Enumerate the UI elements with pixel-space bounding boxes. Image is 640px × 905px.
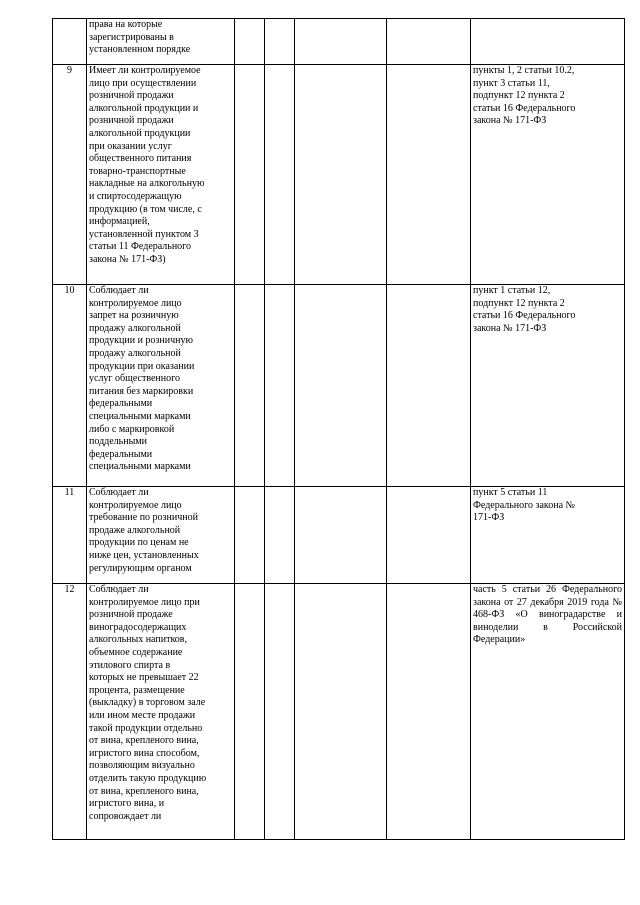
not-applicable-cell (295, 285, 387, 487)
answer-no-cell (265, 19, 295, 65)
answer-no-cell (265, 584, 295, 840)
row-number (53, 19, 87, 65)
row-number: 12 (53, 584, 87, 840)
note-cell (387, 19, 471, 65)
reference-cell: пункт 1 статьи 12, подпункт 12 пункта 2 статьи 16 Федерального закона № 171-ФЗ (471, 285, 625, 487)
answer-yes-cell (235, 65, 265, 285)
row-number: 10 (53, 285, 87, 487)
question-cell: Соблюдает ли контролируемое лицо запрет на розничную продажу алкогольной продукции и розничную продажу алкогольной продукции при оказании услуг общественного питания без маркировки федеральными специальными марками либо с маркировкой поддельными федеральными специальными марками (87, 285, 235, 487)
note-cell (387, 487, 471, 584)
question-cell: Соблюдает ли контролируемое лицо требование по розничной продаже алкогольной продукции по ценам не ниже цен, установленных регулирующим органом (87, 487, 235, 584)
row-number: 11 (53, 487, 87, 584)
reference-cell: пункт 5 статьи 11 Федерального закона № 171-ФЗ (471, 487, 625, 584)
note-cell (387, 285, 471, 487)
answer-yes-cell (235, 487, 265, 584)
row-number: 9 (53, 65, 87, 285)
question-cell: Имеет ли контролируемое лицо при осуществлении розничной продажи алкогольной продукции и розничной продажи алкогольной продукции при оказании услуг общественного питания товарно-транспортные накладные на алкогольную и спиртосодержащую продукцию (в том числе, с информацией, установленной пунктом 3 статьи 11 Федерального закона № 171-ФЗ) (87, 65, 235, 285)
not-applicable-cell (295, 487, 387, 584)
not-applicable-cell (295, 65, 387, 285)
table-row (53, 65, 625, 285)
question-cell: права на которые зарегистрированы в установленном порядке (87, 19, 235, 65)
reference-cell: пункты 1, 2 статьи 10.2, пункт 3 статьи 11, подпункт 12 пункта 2 статьи 16 Федерального закона № 171-ФЗ (471, 65, 625, 285)
question-cell: Соблюдает ли контролируемое лицо при розничной продаже виноградосодержащих алкогольных напитков, объемное содержание этилового спирта в которых не превышает 22 процента, размещение (выкладку) в торговом зале или ином месте продажи такой продукции отдельно от вина, крепленого вина, игристого вина способом, позволяющим визуально отделить такую продукцию от вина, крепленого вина, игристого вина, и сопровождает ли (87, 584, 235, 840)
answer-no-cell (265, 65, 295, 285)
table-row (53, 584, 625, 840)
answer-no-cell (265, 285, 295, 487)
not-applicable-cell (295, 19, 387, 65)
checklist-table (52, 18, 625, 840)
answer-no-cell (265, 487, 295, 584)
note-cell (387, 65, 471, 285)
reference-cell (471, 19, 625, 65)
table-row (53, 19, 625, 65)
table-row (53, 487, 625, 584)
note-cell (387, 584, 471, 840)
not-applicable-cell (295, 584, 387, 840)
answer-yes-cell (235, 584, 265, 840)
reference-cell: часть 5 статьи 26 Федерального закона от 27 декабря 2019 года № 468-ФЗ «О виноградарстве и виноделии в Российской Федерации» (471, 584, 625, 840)
answer-yes-cell (235, 19, 265, 65)
table-row (53, 285, 625, 487)
answer-yes-cell (235, 285, 265, 487)
